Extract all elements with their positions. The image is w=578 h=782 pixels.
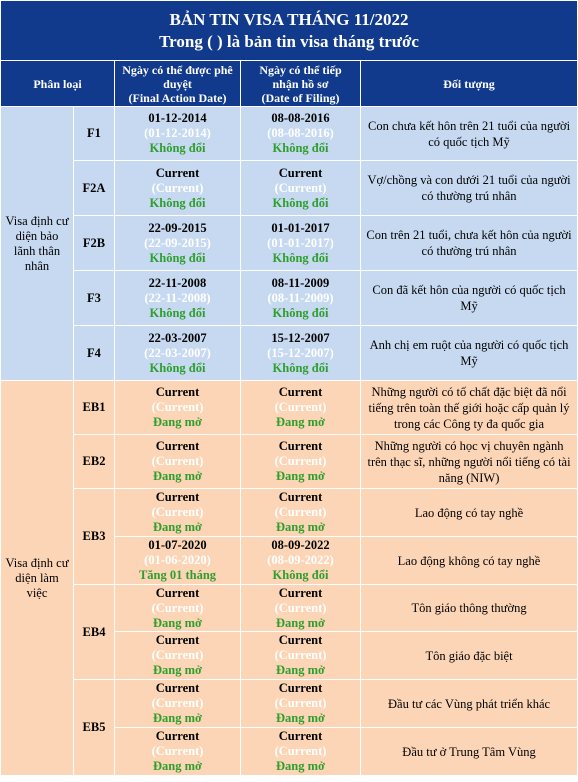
header-final-action-date: Ngày có thể được phê duyệt (Final Action Date) — [115, 61, 241, 107]
df-date: Current — [278, 729, 323, 743]
fa-previous-date: (Current) — [151, 648, 204, 662]
df-date: Current — [278, 385, 323, 399]
df-previous-date: (Current) — [274, 696, 327, 710]
df-date: Current — [278, 439, 323, 453]
date-cell-fa — [115, 728, 241, 776]
visa-code: F2A — [74, 161, 115, 216]
fa-previous-date: (Current) — [151, 400, 204, 414]
category-group: Visa định cư diện bảo lãnh thân nhân — [1, 107, 74, 381]
fa-status: Đang mở — [153, 615, 202, 630]
fa-date: 22-03-2007 — [148, 330, 207, 345]
fa-date: Current — [155, 681, 200, 695]
df-previous-date: (Current) — [274, 180, 327, 195]
date-cell-df — [241, 680, 361, 728]
fa-previous-date: (Current) — [151, 180, 204, 195]
df-status: Không đổi — [272, 250, 329, 265]
fa-status: Không đổi — [149, 305, 206, 320]
date-cell-df — [241, 537, 361, 585]
bulletin-row — [1, 680, 578, 728]
target-description: Những người có học vị chuyên ngành trên thạc sĩ, những người nổi tiếng có tài năng (NIW) — [361, 435, 578, 489]
target-description: Vợ/chồng và con dưới 21 tuổi của người có thường trú nhân — [361, 161, 578, 216]
visa-code: EB4 — [74, 585, 115, 680]
visa-code: EB2 — [74, 435, 115, 489]
bulletin-row — [1, 381, 578, 435]
date-cell-fa — [115, 161, 241, 216]
fa-status: Không đổi — [149, 250, 206, 265]
date-cell-df — [241, 381, 361, 435]
bulletin-row — [1, 435, 578, 489]
header-date-of-filing: Ngày có thể tiếp nhận hồ sơ (Date of Filing) — [241, 61, 361, 107]
date-cell-df — [241, 632, 361, 680]
df-status: Đang mở — [276, 520, 325, 534]
bulletin-title: BẢN TIN VISA THÁNG 11/2022 — [169, 9, 409, 29]
fa-date: 22-09-2015 — [148, 220, 207, 235]
target-description: Tôn giáo đặc biệt — [361, 632, 578, 680]
df-status: Đang mở — [276, 759, 325, 773]
fa-date: 01-12-2014 — [148, 111, 207, 125]
df-date: Current — [278, 490, 323, 504]
df-date: 08-09-2022 — [271, 538, 330, 552]
target-description: Những người có tố chất đặc biệt đã nổi tiếng trên toàn thế giới hoặc cấp quản lý trong các Công ty đa quốc gia — [361, 381, 578, 435]
date-cell-fa — [115, 680, 241, 728]
df-previous-date: (08-09-2022) — [267, 553, 334, 567]
fa-date: Current — [155, 585, 200, 600]
fa-previous-date: (Current) — [151, 744, 204, 758]
date-cell-df — [241, 435, 361, 489]
target-description: Tôn giáo thông thường — [361, 585, 578, 632]
date-cell-df — [241, 728, 361, 776]
fa-date: Current — [155, 729, 200, 743]
fa-previous-date: (Current) — [151, 454, 204, 468]
df-status: Không đổi — [272, 360, 329, 375]
df-previous-date: (Current) — [274, 600, 327, 615]
header-category: Phân loại — [1, 61, 115, 107]
fa-date: Current — [155, 439, 200, 453]
fa-status: Đang mở — [153, 469, 202, 483]
df-date: 08-08-2016 — [271, 111, 330, 125]
date-cell-fa — [115, 632, 241, 680]
df-status: Không đổi — [272, 568, 329, 582]
fa-date: Current — [155, 490, 200, 504]
date-cell-df — [241, 107, 361, 161]
fa-previous-date: (01-12-2014) — [144, 126, 211, 140]
date-cell-df — [241, 271, 361, 326]
bulletin-row — [1, 271, 578, 326]
date-cell-df — [241, 161, 361, 216]
df-date: Current — [278, 681, 323, 695]
df-date: Current — [278, 585, 323, 600]
fa-status: Đang mở — [153, 520, 202, 534]
fa-date: Current — [155, 165, 200, 180]
fa-date: 01-07-2020 — [148, 538, 207, 552]
fa-status: Không đổi — [149, 195, 206, 210]
target-description: Đầu tư các Vùng phát triển khác — [361, 680, 578, 728]
target-description: Đầu tư ở Trung Tâm Vùng — [361, 728, 578, 776]
df-date: Current — [278, 165, 323, 180]
date-cell-fa — [115, 585, 241, 632]
fa-status: Đang mở — [153, 663, 202, 677]
fa-previous-date: (01-06-2020) — [144, 553, 211, 567]
fa-previous-date: (Current) — [151, 696, 204, 710]
df-previous-date: (Current) — [274, 400, 327, 414]
bulletin-row — [1, 161, 578, 216]
df-date: Current — [278, 633, 323, 647]
df-previous-date: (01-01-2017) — [267, 235, 334, 250]
df-date: 08-11-2009 — [271, 275, 330, 290]
df-status: Đang mở — [276, 415, 325, 429]
bulletin-subtitle: Trong ( ) là bản tin visa tháng trước — [159, 31, 419, 51]
bulletin-row — [1, 326, 578, 381]
df-date: 01-01-2017 — [271, 220, 330, 235]
fa-date: Current — [155, 633, 200, 647]
visa-code: EB3 — [74, 489, 115, 585]
fa-date: Current — [155, 385, 200, 399]
date-cell-fa — [115, 326, 241, 381]
target-description: Lao động không có tay nghề — [361, 537, 578, 585]
category-group: Visa định cư diện làm việc — [1, 381, 74, 776]
date-cell-fa — [115, 489, 241, 537]
df-status: Đang mở — [276, 615, 325, 630]
df-previous-date: (Current) — [274, 744, 327, 758]
target-description: Lao động có tay nghề — [361, 489, 578, 537]
fa-status: Đang mở — [153, 759, 202, 773]
fa-previous-date: (Current) — [151, 600, 204, 615]
df-previous-date: (15-12-2007) — [267, 345, 334, 360]
df-previous-date: (08-11-2009) — [267, 290, 334, 305]
fa-status: Đang mở — [153, 711, 202, 725]
df-status: Đang mở — [276, 469, 325, 483]
fa-previous-date: (22-11-2008) — [144, 290, 211, 305]
df-previous-date: (Current) — [274, 454, 327, 468]
df-previous-date: (Current) — [274, 648, 327, 662]
date-cell-fa — [115, 216, 241, 271]
visa-code: EB1 — [74, 381, 115, 435]
bulletin-row — [1, 216, 578, 271]
df-status: Đang mở — [276, 711, 325, 725]
fa-status: Không đổi — [149, 360, 206, 375]
fa-status: Không đổi — [149, 141, 206, 155]
fa-previous-date: (Current) — [151, 505, 204, 519]
fa-previous-date: (22-03-2007) — [144, 345, 211, 360]
fa-status: Tăng 01 tháng — [138, 568, 217, 582]
target-description: Anh chị em ruột của người có quốc tịch Mỹ — [361, 326, 578, 381]
target-description: Con đã kết hôn của người có quốc tịch Mỹ — [361, 271, 578, 326]
bulletin-header — [1, 1, 578, 61]
df-previous-date: (08-08-2016) — [267, 126, 334, 140]
bulletin-row — [1, 489, 578, 537]
df-previous-date: (Current) — [274, 505, 327, 519]
visa-code: F2B — [74, 216, 115, 271]
fa-previous-date: (22-09-2015) — [144, 235, 211, 250]
header-target: Đối tượng — [361, 61, 578, 107]
df-status: Đang mở — [276, 663, 325, 677]
date-cell-df — [241, 585, 361, 632]
date-cell-df — [241, 489, 361, 537]
df-status: Không đổi — [272, 141, 329, 155]
df-status: Không đổi — [272, 305, 329, 320]
fa-date: 22-11-2008 — [148, 275, 207, 290]
target-description: Con chưa kết hôn trên 21 tuổi của người có quốc tịch Mỹ — [361, 107, 578, 161]
date-cell-df — [241, 216, 361, 271]
date-cell-df — [241, 326, 361, 381]
bulletin-row — [1, 585, 578, 632]
date-cell-fa — [115, 435, 241, 489]
visa-code: F3 — [74, 271, 115, 326]
fa-status: Đang mở — [153, 415, 202, 429]
date-cell-fa — [115, 271, 241, 326]
date-cell-fa — [115, 107, 241, 161]
df-status: Không đổi — [272, 195, 329, 210]
date-cell-fa — [115, 537, 241, 585]
visa-code: F1 — [74, 107, 115, 161]
date-cell-fa — [115, 381, 241, 435]
bulletin-row — [1, 107, 578, 161]
df-date: 15-12-2007 — [271, 330, 330, 345]
visa-code: EB5 — [74, 680, 115, 776]
visa-code: F4 — [74, 326, 115, 381]
target-description: Con trên 21 tuổi, chưa kết hôn của người có thường trú nhân — [361, 216, 578, 271]
